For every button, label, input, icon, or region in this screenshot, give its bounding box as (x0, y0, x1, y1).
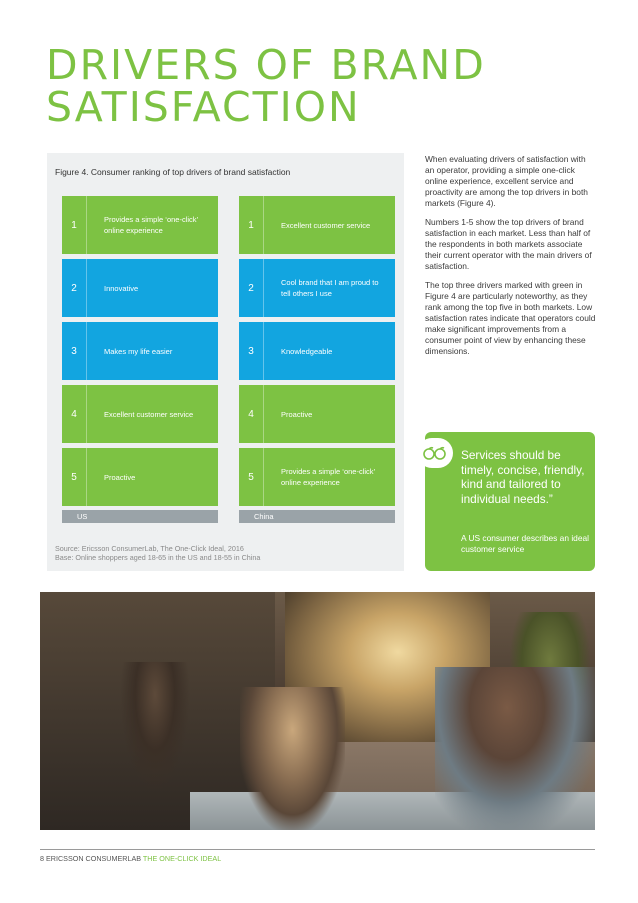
us-column-label: US (62, 510, 218, 523)
china-rank-5 (239, 448, 395, 506)
rank-number: 2 (239, 259, 264, 317)
rank-number: 5 (239, 448, 264, 506)
footer-divider (40, 849, 595, 850)
figure-caption: Figure 4. Consumer ranking of top drivers of brand satisfaction (55, 167, 291, 177)
figure-panel (47, 153, 404, 571)
quote-box (425, 432, 595, 571)
page-footer (40, 854, 221, 863)
quote-marks-icon (417, 438, 453, 468)
rank-number: 4 (62, 385, 87, 443)
us-rank-4 (62, 385, 218, 443)
base-line: Base: Online shoppers aged 18-65 in the US and 18-55 in China (55, 553, 261, 562)
us-rank-3 (62, 322, 218, 380)
rank-label: Excellent customer service (104, 409, 194, 419)
source-line: Source: Ericsson ConsumerLab, The One-Click Ideal, 2016 (55, 544, 244, 553)
rank-label: Makes my life easier (104, 346, 173, 356)
rank-label: Cool brand that I am proud to tell others I use (281, 278, 379, 298)
rank-number: 1 (239, 196, 264, 254)
us-rank-2 (62, 259, 218, 317)
china-ranking-column (239, 196, 395, 523)
china-rank-1 (239, 196, 395, 254)
quote-text: Services should be timely, concise, friendly, kind and tailored to individual needs.” (461, 448, 585, 506)
rank-number: 3 (62, 322, 87, 380)
china-rank-2 (239, 259, 395, 317)
footer-report-title: THE ONE-CLICK IDEAL (142, 854, 222, 863)
rank-label: Innovative (104, 283, 139, 293)
china-column-label: China (239, 510, 395, 523)
quote-attribution: A US consumer describes an ideal customer service (461, 533, 590, 554)
china-rank-3 (239, 322, 395, 380)
rank-label: Proactive (281, 409, 313, 419)
rank-label: Excellent customer service (281, 220, 371, 230)
page-title-line2: SATISFACTION (46, 83, 361, 131)
footer-prefix: 8 ERICSSON CONSUMERLAB (40, 854, 142, 863)
rank-number: 4 (239, 385, 264, 443)
paragraph-1: When evaluating drivers of satisfaction with an operator, providing a simple one-click online experience, excellent service and proactivity are among the top drivers in both markets (Figure 4). (425, 154, 588, 208)
body-text (425, 154, 597, 365)
page-title-line1: DRIVERS OF BRAND (46, 41, 486, 89)
rank-label: Provides a simple ‘one-click’ online experience (281, 467, 375, 487)
us-ranking-column (62, 196, 218, 523)
paragraph-2: Numbers 1-5 show the top drivers of brand satisfaction in each market. Less than half of the respondents in both markets associate their current operator with the main drivers of satisfaction. (425, 217, 592, 271)
china-rank-4 (239, 385, 395, 443)
page-title (46, 41, 486, 131)
living-room-photo (40, 592, 595, 830)
figure-source (55, 544, 260, 562)
us-rank-1 (62, 196, 218, 254)
rank-number: 2 (62, 259, 87, 317)
rank-label: Knowledgeable (281, 346, 333, 356)
rank-label: Proactive (104, 472, 136, 482)
paragraph-3: The top three drivers marked with green in Figure 4 are particularly noteworthy, as they rank among the top five in both markets. Low satisfaction rates indicate that operators could make significant improvements from a consumer point of view by enhancing these dimensions. (425, 280, 596, 356)
us-rank-5 (62, 448, 218, 506)
rank-number: 3 (239, 322, 264, 380)
rank-number: 5 (62, 448, 87, 506)
rank-number: 1 (62, 196, 87, 254)
rank-label: Provides a simple ‘one-click’ online experience (104, 215, 198, 235)
